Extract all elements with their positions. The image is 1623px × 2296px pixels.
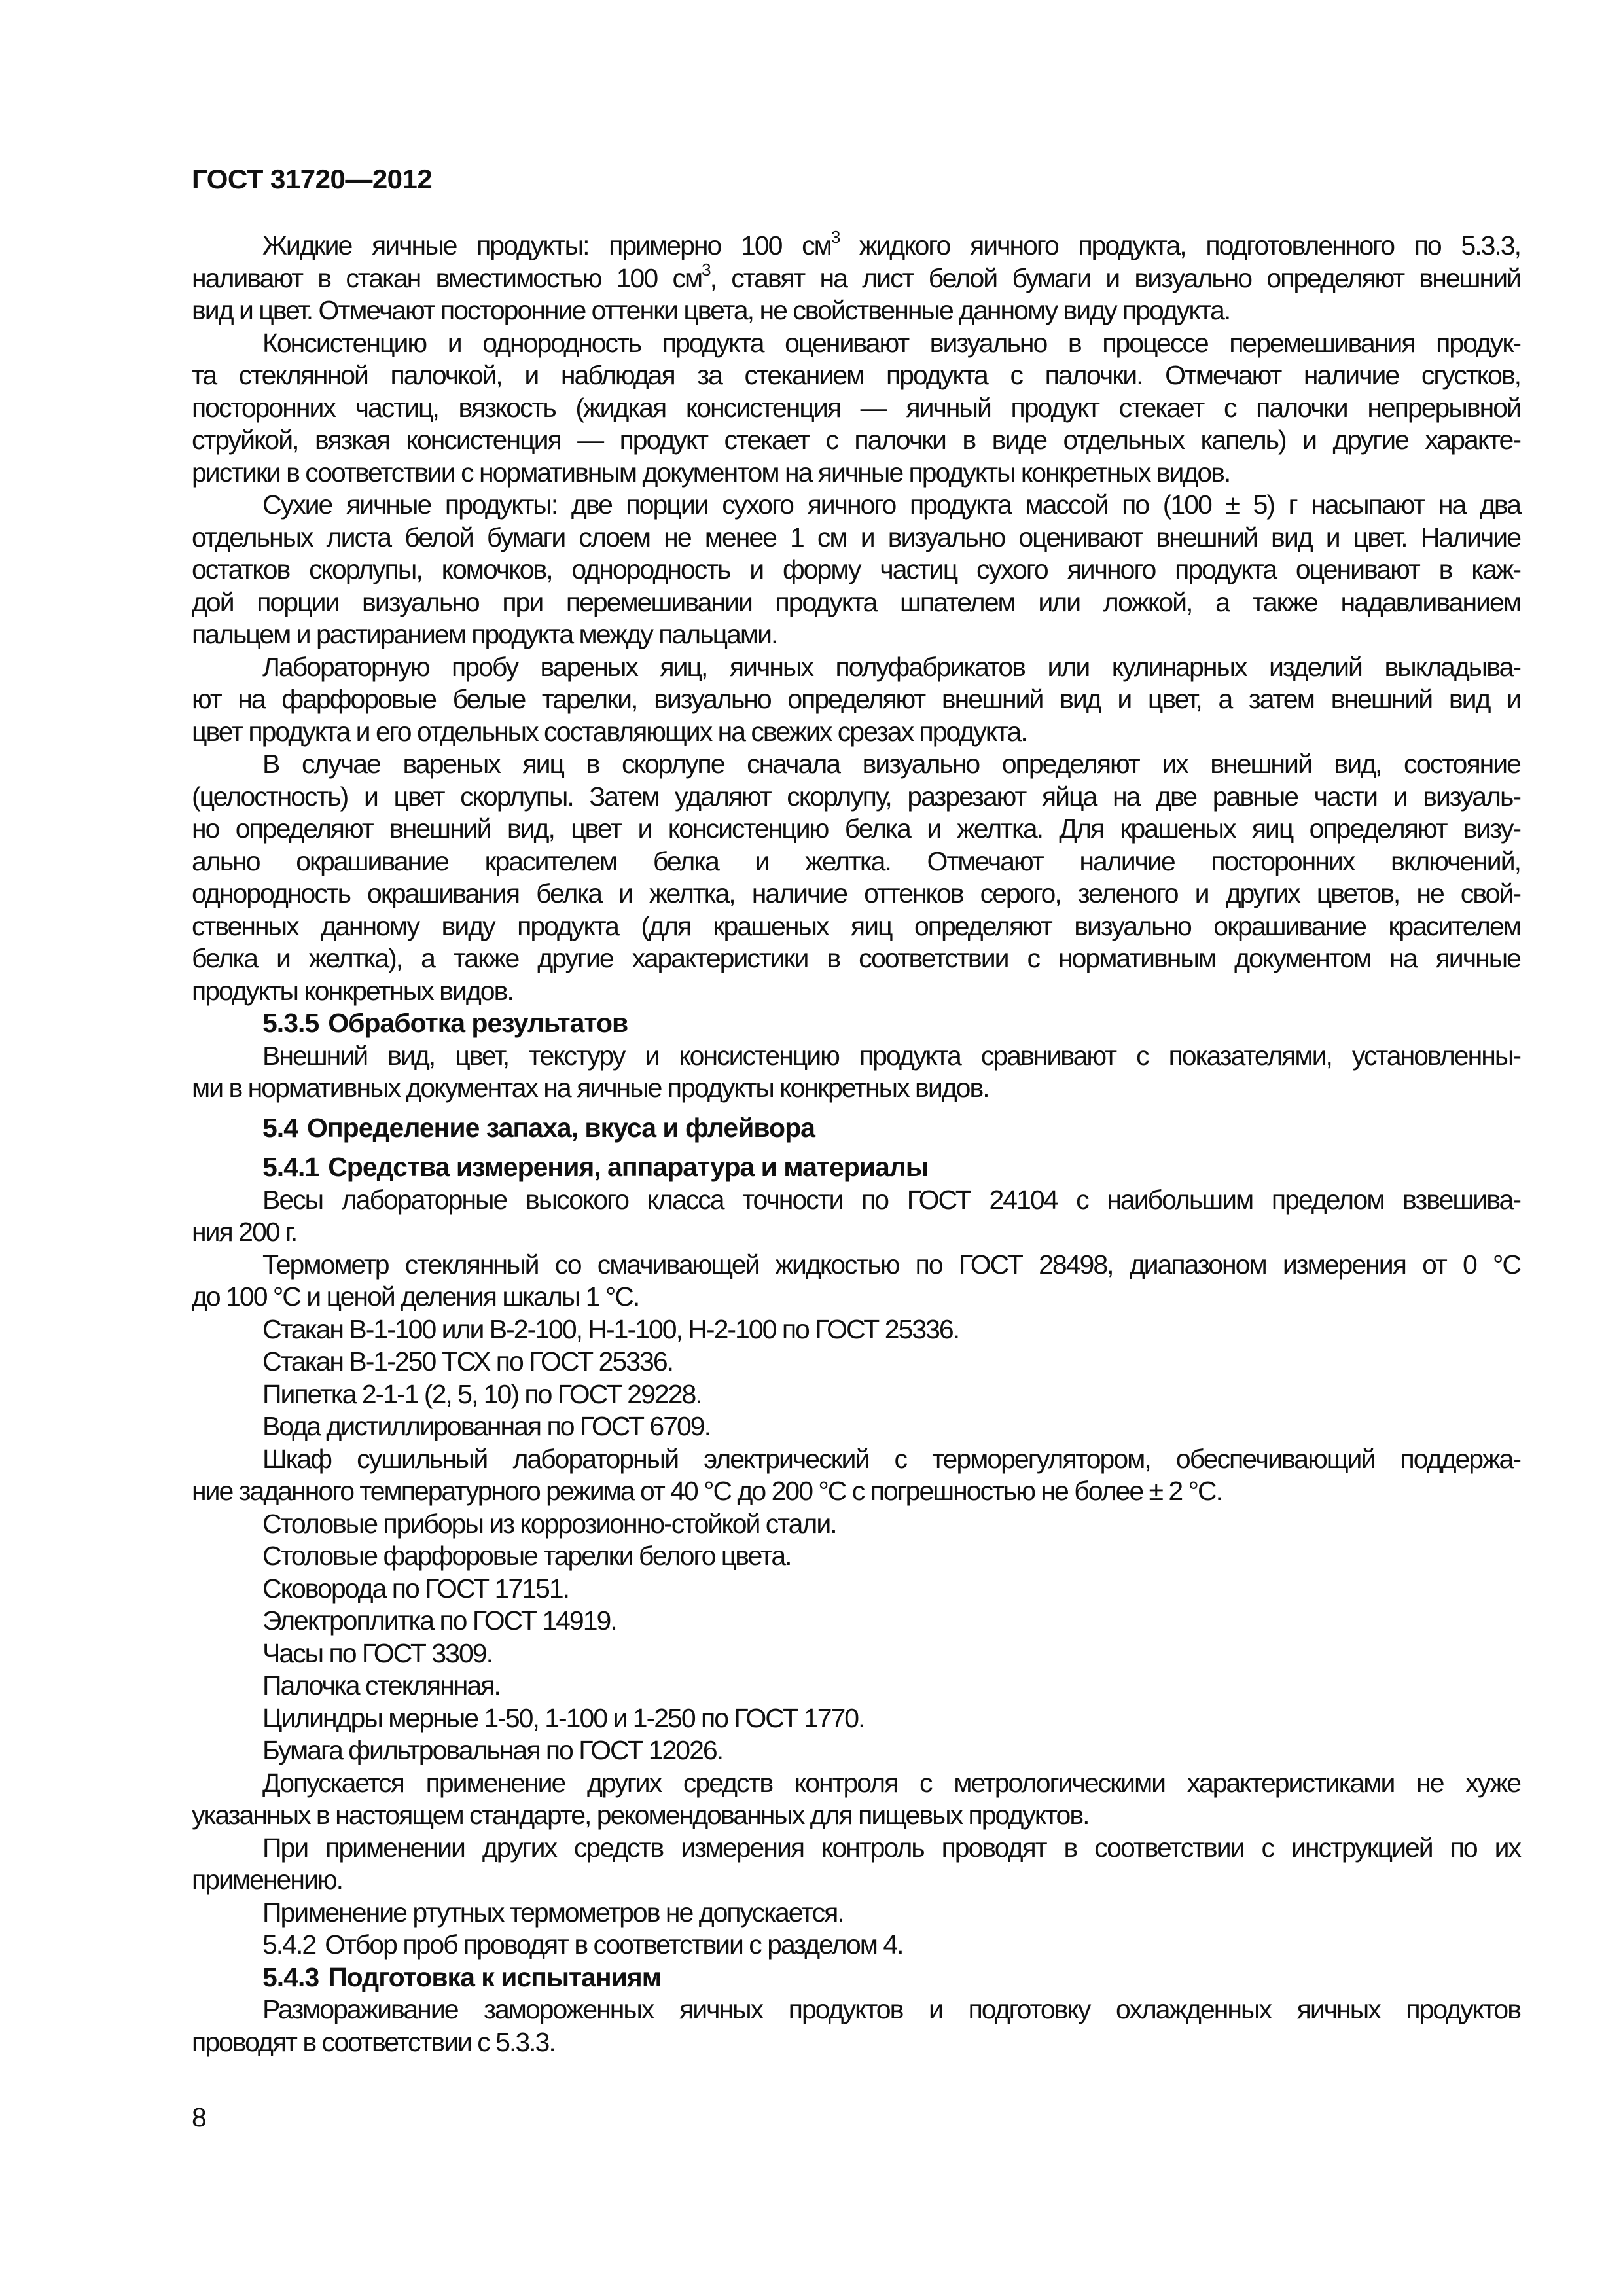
section-title: Средства измерения, аппаратура и материалы <box>328 1152 928 1182</box>
text-line: ния 200 г. <box>192 1217 297 1247</box>
paragraph <box>192 1638 1520 1670</box>
text-line: до 100 °С и ценой деления шкалы 1 °С. <box>192 1282 639 1312</box>
section-number: 5.3.5 <box>262 1008 319 1038</box>
text-line: продукты конкретных видов. <box>192 975 513 1006</box>
paragraph <box>192 1832 1520 1897</box>
paragraph <box>192 1734 1520 1767</box>
superscript: 3 <box>830 227 840 247</box>
text-line: (целостность) и цвет скорлупы. Затем удаляют скорлупу, разрезают яйца на две равные части и визуаль- <box>192 781 1520 812</box>
text-line: Допускается применение других средств контроля с метрологическими характеристиками не хуже <box>262 1767 1520 1798</box>
text-line: Пипетка 2-1-1 (2, 5, 10) по ГОСТ 29228. <box>262 1378 702 1409</box>
paragraph <box>192 1508 1520 1541</box>
text-line: При применении других средств измерения контроль проводят в соответствии с инструкцией по их <box>262 1832 1520 1863</box>
paragraph <box>192 1670 1520 1702</box>
text-line: ристики в соответствии с нормативным документом на яичные продукты конкретных видов. <box>192 457 1230 488</box>
text-line: цвет продукта и его отдельных составляющих на свежих срезах продукта. <box>192 716 1027 747</box>
section-heading <box>192 1151 1520 1184</box>
paragraph <box>192 1346 1520 1378</box>
text-line: Консистенцию и однородность продукта оценивают визуально в процессе перемешивания продук- <box>262 327 1520 358</box>
text-line: пальцем и растиранием продукта между пальцами. <box>192 619 777 649</box>
text-line: Термометр стеклянный со смачивающей жидкостью по ГОСТ 28498, диапазоном измерения от 0 °С <box>262 1249 1520 1280</box>
section-title: Подготовка к испытаниям <box>328 1962 662 1992</box>
paragraph <box>192 1184 1520 1249</box>
text-line: дой порции визуально при перемешивании продукта шпателем или ложкой, а также надавливанием <box>192 586 1520 617</box>
paragraph <box>192 651 1520 749</box>
text-line: Размораживание замороженных яичных продуктов и подготовку охлажденных яичных продуктов <box>262 1994 1520 2024</box>
paragraph <box>192 1605 1520 1638</box>
paragraph <box>192 1410 1520 1443</box>
text-line: Сковорода по ГОСТ 17151. <box>262 1573 569 1604</box>
text-line: посторонних частиц, вязкость (жидкая консистенция — яичный продукт стекает с палочки непрерывной <box>192 392 1520 423</box>
page-number: 8 <box>192 2102 207 2132</box>
numbered-paragraph <box>192 1929 1520 1962</box>
text-line: ние заданного температурного режима от 40 °С до 200 °С с погрешностью не более ± 2 °С. <box>192 1476 1222 1506</box>
section-heading <box>192 1962 1520 1994</box>
section-number: 5.4 <box>262 1112 298 1143</box>
text-line: белка и желтка), а также другие характеристики в соответствии с нормативным документом на яичные <box>192 943 1520 973</box>
text-line: наливают в стакан вместимостью 100 $см^3$, ставят на лист белой бумаги и визуально определяют внешний <box>192 259 1520 293</box>
text-line: но определяют внешний вид, цвет и консистенцию белка и желтка. Для крашеных яиц определяют визу- <box>192 814 1520 844</box>
text-line: Весы лабораторные высокого класса точности по ГОСТ 24104 с наибольшим пределом взвешива- <box>262 1184 1520 1215</box>
paragraph <box>192 1702 1520 1735</box>
text-line: вид и цвет. Отмечают посторонние оттенки цвета, не свойственные данному виду продукта. <box>192 295 1230 325</box>
section-number: 5.4.2 <box>262 1929 316 1960</box>
paragraph <box>192 1573 1520 1605</box>
paragraph <box>192 1314 1520 1346</box>
paragraph <box>192 1249 1520 1314</box>
section-number: 5.4.3 <box>262 1962 319 1992</box>
paragraph <box>192 227 1520 327</box>
text-line: та стеклянной палочкой, и наблюдая за стеканием продукта с палочки. Отмечают наличие сгустков, <box>192 360 1520 390</box>
text-line: отдельных листа белой бумаги слоем не менее 1 см и визуально оценивают внешний вид и цвет. Наличие <box>192 522 1520 552</box>
text-line: струйкой, вязкая консистенция — продукт стекает с палочки в виде отдельных капель) и другие характе- <box>192 425 1520 455</box>
section-number: 5.4.1 <box>262 1152 319 1182</box>
document-body <box>192 227 1520 2058</box>
section-title: Обработка результатов <box>328 1008 628 1038</box>
text-line: указанных в настоящем стандарте, рекомендованных для пищевых продуктов. <box>192 1800 1089 1830</box>
text-line: проводят в соответствии с 5.3.3. <box>192 2026 555 2057</box>
text-line: В случае вареных яиц в скорлупе сначала визуально определяют их внешний вид, состояние <box>262 749 1520 779</box>
text-line: Стакан В-1-100 или В-2-100, Н-1-100, Н-2-100 по ГОСТ 25336. <box>262 1314 959 1344</box>
paragraph <box>192 327 1520 490</box>
paragraph <box>192 1378 1520 1411</box>
text-line: Цилиндры мерные 1-50, 1-100 и 1-250 по ГОСТ 1770. <box>262 1702 865 1733</box>
text-line: Часы по ГОСТ 3309. <box>262 1638 492 1668</box>
paragraph <box>192 1767 1520 1832</box>
paragraph <box>192 1040 1520 1105</box>
text-line: Шкаф сушильный лабораторный электрический с терморегулятором, обеспечивающий поддержа- <box>262 1443 1520 1474</box>
text-line: Сухие яичные продукты: две порции сухого яичного продукта массой по (100 ± 5) г насыпают на два <box>262 490 1520 520</box>
text-line: применению. <box>192 1865 343 1895</box>
document-header: ГОСТ 31720—2012 <box>192 164 433 194</box>
paragraph <box>192 1897 1520 1929</box>
text-line: ми в нормативных документах на яичные продукты конкретных видов. <box>192 1073 989 1103</box>
paragraph <box>192 1994 1520 2058</box>
paragraph <box>192 748 1520 1007</box>
text-line: Столовые приборы из коррозионно-стойкой стали. <box>262 1508 836 1539</box>
text-line: Электроплитка по ГОСТ 14919. <box>262 1605 616 1636</box>
superscript: 3 <box>702 259 710 279</box>
text-line: однородность окрашивания белка и желтка, наличие оттенков серого, зеленого и других цветов, не свой- <box>192 878 1520 908</box>
text-line: ально окрашивание красителем белка и желтка. Отмечают наличие посторонних включений, <box>192 846 1520 876</box>
paragraph <box>192 1540 1520 1573</box>
text-line: ют на фарфоровые белые тарелки, визуально определяют внешний вид и цвет, а затем внешний вид и <box>192 684 1520 714</box>
text-line: Лабораторную пробу вареных яиц, яичных полуфабрикатов или кулинарных изделий выкладыва- <box>262 651 1520 682</box>
text-line: Внешний вид, цвет, текстуру и консистенцию продукта сравнивают с показателями, установленны- <box>262 1040 1520 1071</box>
paragraph-text: Отбор проб проводят в соответствии с разделом 4. <box>325 1929 903 1960</box>
section-heading <box>192 1007 1520 1040</box>
paragraph <box>192 1443 1520 1508</box>
text-line: Бумага фильтровальная по ГОСТ 12026. <box>262 1735 723 1765</box>
text-line: Стакан В-1-250 ТСХ по ГОСТ 25336. <box>262 1346 673 1376</box>
text-line: Вода дистиллированная по ГОСТ 6709. <box>262 1411 710 1441</box>
text-line: Столовые фарфоровые тарелки белого цвета. <box>262 1541 791 1571</box>
section-title: Определение запаха, вкуса и флейвора <box>307 1112 815 1143</box>
text-line: ственных данному виду продукта (для крашеных яиц определяют визуально окрашивание красителем <box>192 910 1520 941</box>
text-line: Жидкие яичные продукты: примерно 100 $см^3$ жидкого яичного продукта, подготовленного по 5.3.3, <box>262 227 1520 260</box>
text-line: остатков скорлупы, комочков, однородность и форму частиц сухого яичного продукта оценивают в каж- <box>192 554 1520 584</box>
paragraph <box>192 489 1520 651</box>
section-heading <box>192 1112 1520 1145</box>
text-line: Применение ртутных термометров не допускается. <box>262 1897 844 1928</box>
text-line: Палочка стеклянная. <box>262 1670 500 1700</box>
